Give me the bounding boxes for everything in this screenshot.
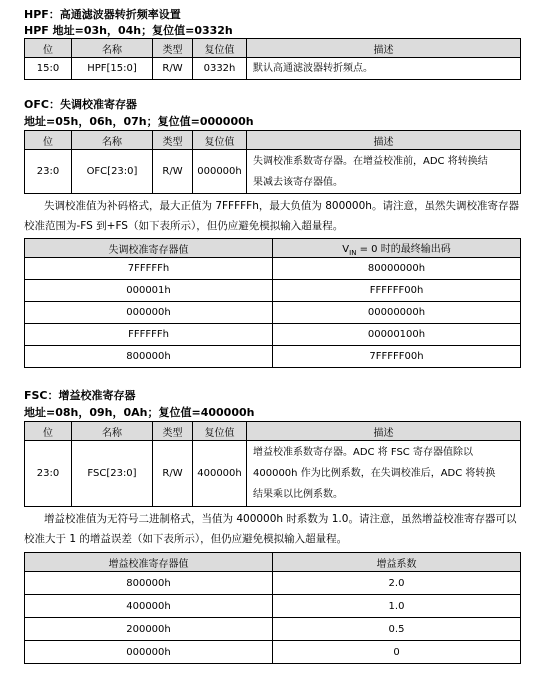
col-header-reset: 复位值: [193, 422, 247, 441]
table-row: [25, 441, 521, 507]
cell-gain: 0.5: [273, 618, 521, 641]
cell-reset: 000000h: [193, 150, 247, 194]
cell-output: 80000000h: [273, 258, 521, 280]
fsc-heading: FSC：增益校准寄存器: [24, 389, 136, 402]
cell-bit: 23:0: [25, 441, 72, 507]
col-header-type: 类型: [153, 39, 193, 58]
fsc-address: 地址=08h，09h，0Ah；复位值=400000h: [24, 406, 255, 419]
header-rest: = 0 时的最终输出码: [356, 243, 451, 255]
cell-register: 400000h: [25, 595, 273, 618]
cell-name: FSC[23:0]: [72, 441, 153, 507]
col-header-register-value: 增益校准寄存器值: [25, 553, 273, 572]
desc-line: 失调校准系数寄存器。在增益校准前，ADC 将转换结: [253, 155, 488, 167]
ofc-heading: OFC：失调校准寄存器: [24, 98, 137, 111]
cell-register: 000000h: [25, 641, 273, 664]
cell-gain: 0: [273, 641, 521, 664]
desc-line: 增益校准系数寄存器。ADC 将 FSC 寄存器值除以: [253, 447, 473, 458]
cell-output: 00000100h: [273, 324, 521, 346]
cell-bit: 23:0: [25, 150, 72, 194]
cell-register: 800000h: [25, 572, 273, 595]
ofc-register-table: [24, 130, 521, 194]
cell-register: 200000h: [25, 618, 273, 641]
col-header-output-code: [273, 239, 521, 258]
header-v: V: [342, 243, 350, 255]
fsc-value-table: [24, 552, 521, 664]
table-row: [25, 150, 521, 194]
desc-line: 400000h 作为比例系数，在失调校准后，ADC 将转换: [253, 468, 496, 479]
hpf-register-table: [24, 38, 521, 80]
col-header-reset: 复位值: [193, 39, 247, 58]
cell-register: 000000h: [25, 302, 273, 324]
cell-bit: 15:0: [25, 58, 72, 80]
table-row: [25, 58, 521, 80]
cell-name: HPF[15:0]: [72, 58, 153, 80]
cell-gain: 2.0: [273, 572, 521, 595]
col-header-type: 类型: [153, 131, 193, 150]
cell-register: 800000h: [25, 346, 273, 368]
col-header-type: 类型: [153, 422, 193, 441]
col-header-desc: 描述: [247, 39, 521, 58]
table-row: [25, 572, 521, 595]
table-row: [25, 302, 521, 324]
col-header-name: 名称: [72, 39, 153, 58]
fsc-paragraph: 增益校准值为无符号二进制格式，当值为 400000h 时系数为 1.0。请注意，虽然增益校准寄存器可以校准大于 1 的增益误差（如下表所示），但仍应避免模拟输入超量程。: [24, 513, 517, 545]
col-header-bit: 位: [25, 39, 72, 58]
col-header-gain: 增益系数: [273, 553, 521, 572]
table-row: [25, 280, 521, 302]
col-header-name: 名称: [72, 422, 153, 441]
table-row: [25, 324, 521, 346]
desc-line: 结果乘以比例系数。: [253, 489, 343, 500]
cell-type: R/W: [153, 441, 193, 507]
cell-output: 7FFFFF00h: [273, 346, 521, 368]
col-header-desc: 描述: [247, 422, 521, 441]
table-row: [25, 641, 521, 664]
cell-register: FFFFFFh: [25, 324, 273, 346]
cell-desc: 默认高通滤波器转折频点。: [247, 58, 521, 80]
cell-desc: [247, 150, 521, 194]
hpf-heading: HPF：高通滤波器转折频率设置: [24, 8, 181, 21]
col-header-register-value: 失调校准寄存器值: [25, 239, 273, 258]
table-row: [25, 258, 521, 280]
col-header-bit: 位: [25, 131, 72, 150]
cell-register: 000001h: [25, 280, 273, 302]
cell-reset: 400000h: [193, 441, 247, 507]
ofc-paragraph: 失调校准值为补码格式，最大正值为 7FFFFFh，最大负值为 800000h。请注意，虽然失调校准寄存器校准范围为-FS 到+FS（如下表所示），但仍应避免模拟输入超量程。: [24, 200, 519, 232]
cell-name: OFC[23:0]: [72, 150, 153, 194]
ofc-address: 地址=05h，06h，07h；复位值=000000h: [24, 115, 254, 128]
cell-desc: [247, 441, 521, 507]
cell-register: 7FFFFFh: [25, 258, 273, 280]
cell-type: R/W: [153, 150, 193, 194]
col-header-name: 名称: [72, 131, 153, 150]
cell-type: R/W: [153, 58, 193, 80]
table-row: [25, 595, 521, 618]
ofc-value-table: [24, 238, 521, 368]
desc-line: 果减去该寄存器值。: [253, 176, 343, 188]
table-row: [25, 618, 521, 641]
cell-output: 00000000h: [273, 302, 521, 324]
col-header-reset: 复位值: [193, 131, 247, 150]
cell-reset: 0332h: [193, 58, 247, 80]
cell-gain: 1.0: [273, 595, 521, 618]
cell-output: FFFFFF00h: [273, 280, 521, 302]
fsc-register-table: [24, 421, 521, 507]
table-row: [25, 346, 521, 368]
col-header-desc: 描述: [247, 131, 521, 150]
col-header-bit: 位: [25, 422, 72, 441]
header-sub: IN: [349, 248, 357, 257]
hpf-address: HPF 地址=03h，04h；复位值=0332h: [24, 24, 233, 37]
